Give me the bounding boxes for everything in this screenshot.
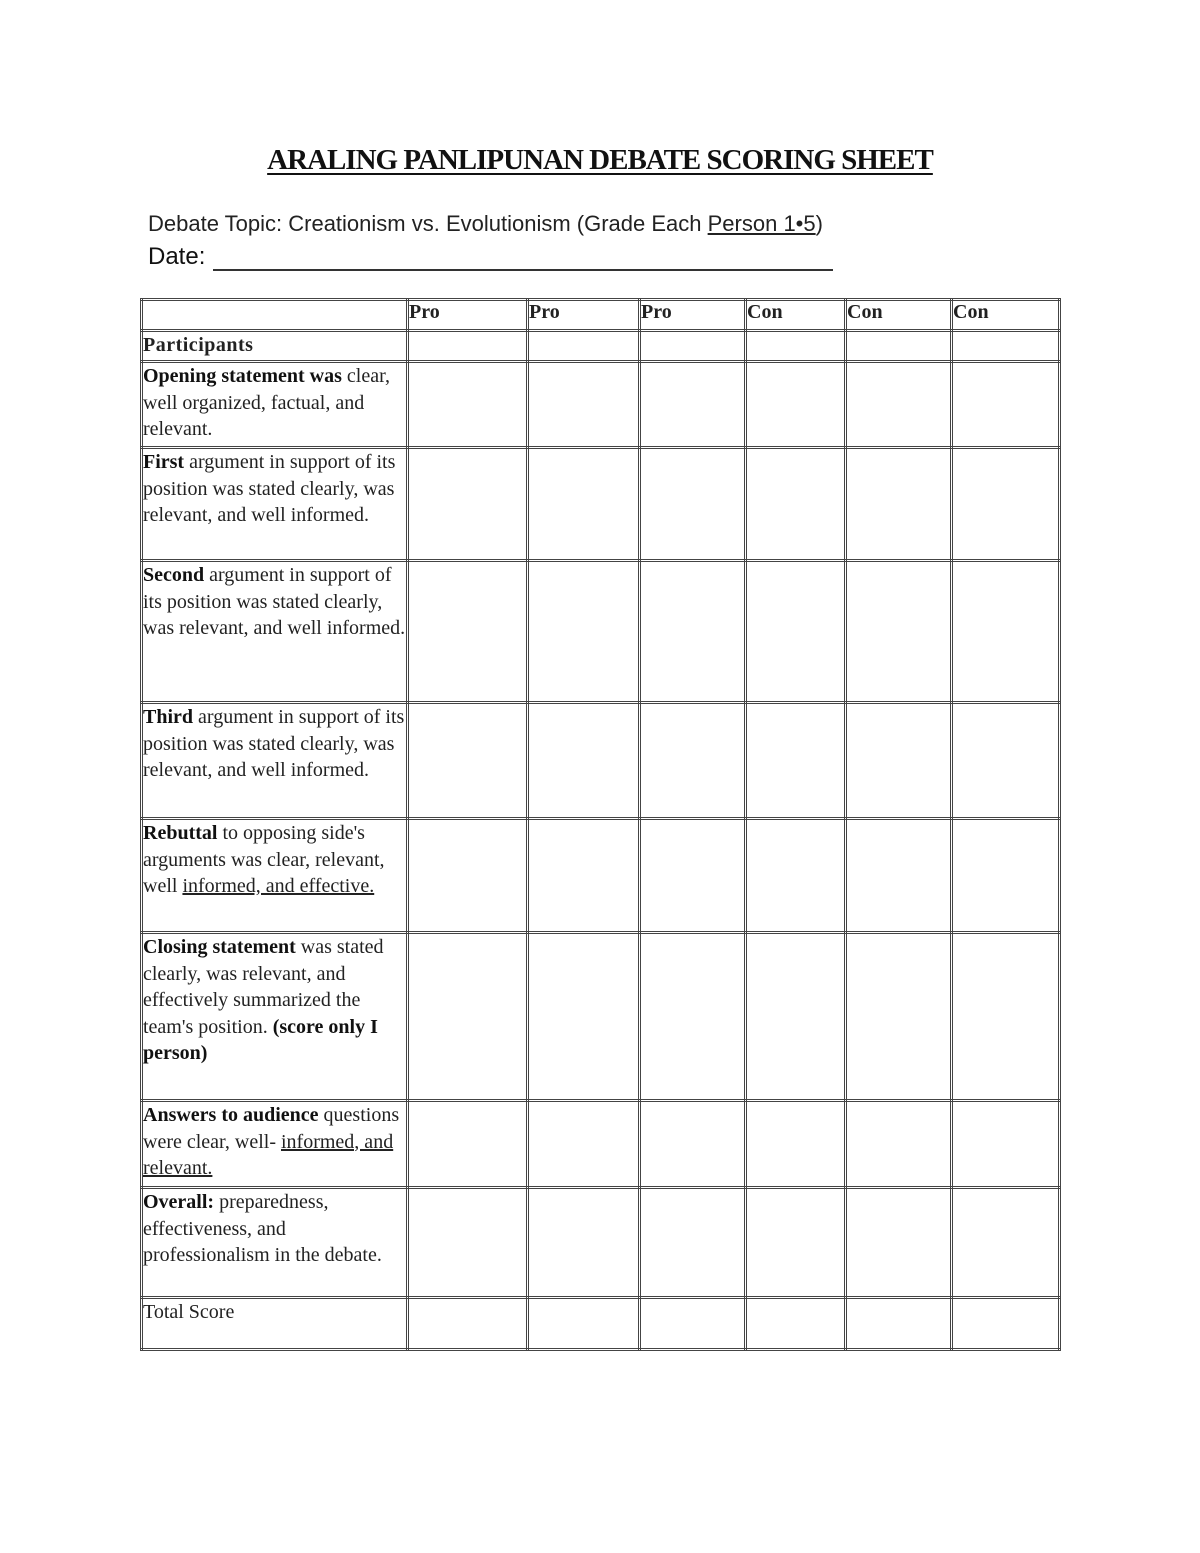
- score-cell[interactable]: [952, 933, 1060, 1101]
- score-cell[interactable]: [640, 703, 746, 819]
- score-cell[interactable]: [528, 362, 640, 448]
- page-title: ARALING PANLIPUNAN DEBATE SCORING SHEET: [267, 144, 933, 176]
- total-score-label: Total Score: [142, 1298, 408, 1350]
- score-cell[interactable]: [528, 819, 640, 933]
- criterion-first: [142, 448, 408, 561]
- criterion-title: First: [143, 451, 185, 473]
- header-row: [142, 300, 1060, 331]
- criterion-row-overall: [142, 1188, 1060, 1298]
- participants-row: [142, 331, 1060, 362]
- criterion-title: Third: [143, 706, 194, 728]
- score-cell[interactable]: [528, 933, 640, 1101]
- score-cell[interactable]: [746, 561, 846, 703]
- column-header: Pro: [528, 300, 640, 331]
- participant-name-cell[interactable]: [640, 331, 746, 362]
- score-cell[interactable]: [846, 362, 952, 448]
- score-cell[interactable]: [846, 561, 952, 703]
- column-header: Con: [846, 300, 952, 331]
- score-cell[interactable]: [846, 448, 952, 561]
- score-cell[interactable]: [408, 362, 528, 448]
- score-cell[interactable]: [528, 703, 640, 819]
- criterion-row-rebuttal: [142, 819, 1060, 933]
- score-cell[interactable]: [408, 448, 528, 561]
- criterion-row-opening: [142, 362, 1060, 448]
- criterion-overall: [142, 1188, 408, 1298]
- score-cell[interactable]: [408, 933, 528, 1101]
- score-cell[interactable]: [528, 448, 640, 561]
- criterion-title: Answers to audience: [143, 1104, 319, 1126]
- topic-grade-range: Person 1•5: [707, 211, 816, 236]
- score-cell[interactable]: [746, 703, 846, 819]
- criterion-text: questions were clear, well-: [143, 1104, 400, 1153]
- criterion-title: Closing statement: [143, 936, 296, 958]
- criterion-title: Rebuttal: [143, 822, 218, 844]
- criterion-title: Opening statement was: [143, 365, 342, 387]
- score-cell[interactable]: [746, 448, 846, 561]
- total-score-row: [142, 1298, 1060, 1350]
- criterion-second: [142, 561, 408, 703]
- criterion-text: argument in support of its position was stated clearly, was relevant, and well informed.: [143, 451, 396, 526]
- criterion-text-underlined: informed, and relevant.: [143, 1130, 394, 1179]
- date-field[interactable]: [213, 245, 833, 271]
- criterion-closing: [142, 933, 408, 1101]
- score-cell[interactable]: [952, 1101, 1060, 1188]
- topic-prefix: Debate Topic: Creationism vs. Evolutionism (Grade Each: [148, 211, 708, 236]
- participants-label: Participants: [142, 331, 408, 362]
- score-cell[interactable]: [952, 448, 1060, 561]
- topic-suffix: ): [815, 211, 823, 236]
- criterion-text: argument in support of its position was stated clearly, was relevant, and well informed.: [143, 706, 405, 781]
- score-cell[interactable]: [640, 561, 746, 703]
- criterion-title: Second: [143, 564, 205, 586]
- total-score-cell[interactable]: [408, 1298, 528, 1350]
- criterion-row-first: [142, 448, 1060, 561]
- participant-name-cell[interactable]: [528, 331, 640, 362]
- date-row: [148, 243, 833, 271]
- criterion-text: clear, well organized, factual, and relevant.: [143, 365, 390, 440]
- score-cell[interactable]: [952, 561, 1060, 703]
- score-cell[interactable]: [846, 703, 952, 819]
- debate-topic: [148, 211, 823, 237]
- score-cell[interactable]: [640, 448, 746, 561]
- participant-name-cell[interactable]: [746, 331, 846, 362]
- score-cell[interactable]: [408, 1101, 528, 1188]
- score-cell[interactable]: [746, 1101, 846, 1188]
- participant-name-cell[interactable]: [408, 331, 528, 362]
- score-cell[interactable]: [846, 819, 952, 933]
- criterion-text: argument in support of its position was stated clearly, was relevant, and well informed.: [143, 564, 406, 639]
- score-cell[interactable]: [952, 819, 1060, 933]
- criterion-rebuttal: [142, 819, 408, 933]
- criterion-text: to opposing side's arguments was clear, relevant, well: [143, 822, 385, 897]
- score-cell[interactable]: [528, 1188, 640, 1298]
- total-score-cell[interactable]: [952, 1298, 1060, 1350]
- total-score-cell[interactable]: [528, 1298, 640, 1350]
- date-label: Date:: [148, 243, 206, 270]
- total-score-cell[interactable]: [746, 1298, 846, 1350]
- criterion-text-underlined: informed, and effective.: [182, 875, 375, 897]
- score-cell[interactable]: [746, 819, 846, 933]
- score-cell[interactable]: [640, 1188, 746, 1298]
- criterion-row-third: [142, 703, 1060, 819]
- criterion-row-second: [142, 561, 1060, 703]
- column-header: Con: [952, 300, 1060, 331]
- score-cell[interactable]: [408, 1188, 528, 1298]
- score-cell[interactable]: [746, 362, 846, 448]
- column-header: Con: [746, 300, 846, 331]
- score-cell[interactable]: [640, 1101, 746, 1188]
- criterion-text: preparedness, effectiveness, and professionalism in the debate.: [143, 1191, 382, 1266]
- criterion-text: was stated clearly, was relevant, and effectively summarized the team's position.: [143, 936, 384, 1038]
- score-cell[interactable]: [408, 561, 528, 703]
- score-cell[interactable]: [640, 819, 746, 933]
- total-score-cell[interactable]: [846, 1298, 952, 1350]
- column-header: Pro: [640, 300, 746, 331]
- criterion-answers: [142, 1101, 408, 1188]
- criterion-title: Overall:: [143, 1191, 215, 1213]
- score-cell[interactable]: [408, 819, 528, 933]
- participant-name-cell[interactable]: [846, 331, 952, 362]
- score-cell[interactable]: [846, 933, 952, 1101]
- criterion-opening: [142, 362, 408, 448]
- score-cell[interactable]: [640, 362, 746, 448]
- score-cell[interactable]: [528, 561, 640, 703]
- score-cell[interactable]: [528, 1101, 640, 1188]
- score-cell[interactable]: [846, 1188, 952, 1298]
- criterion-third: [142, 703, 408, 819]
- score-cell[interactable]: [952, 1188, 1060, 1298]
- header-blank-cell: [142, 300, 408, 331]
- score-cell[interactable]: [746, 1188, 846, 1298]
- score-cell[interactable]: [408, 703, 528, 819]
- score-cell[interactable]: [746, 933, 846, 1101]
- participant-name-cell[interactable]: [952, 331, 1060, 362]
- score-cell[interactable]: [952, 703, 1060, 819]
- column-header: Pro: [408, 300, 528, 331]
- criterion-row-closing: [142, 933, 1060, 1101]
- score-cell[interactable]: [640, 933, 746, 1101]
- criterion-note: (score only I person): [143, 1015, 378, 1064]
- total-score-cell[interactable]: [640, 1298, 746, 1350]
- scoring-table: [140, 298, 1061, 1351]
- score-cell[interactable]: [846, 1101, 952, 1188]
- criterion-row-answers: [142, 1101, 1060, 1188]
- score-cell[interactable]: [952, 362, 1060, 448]
